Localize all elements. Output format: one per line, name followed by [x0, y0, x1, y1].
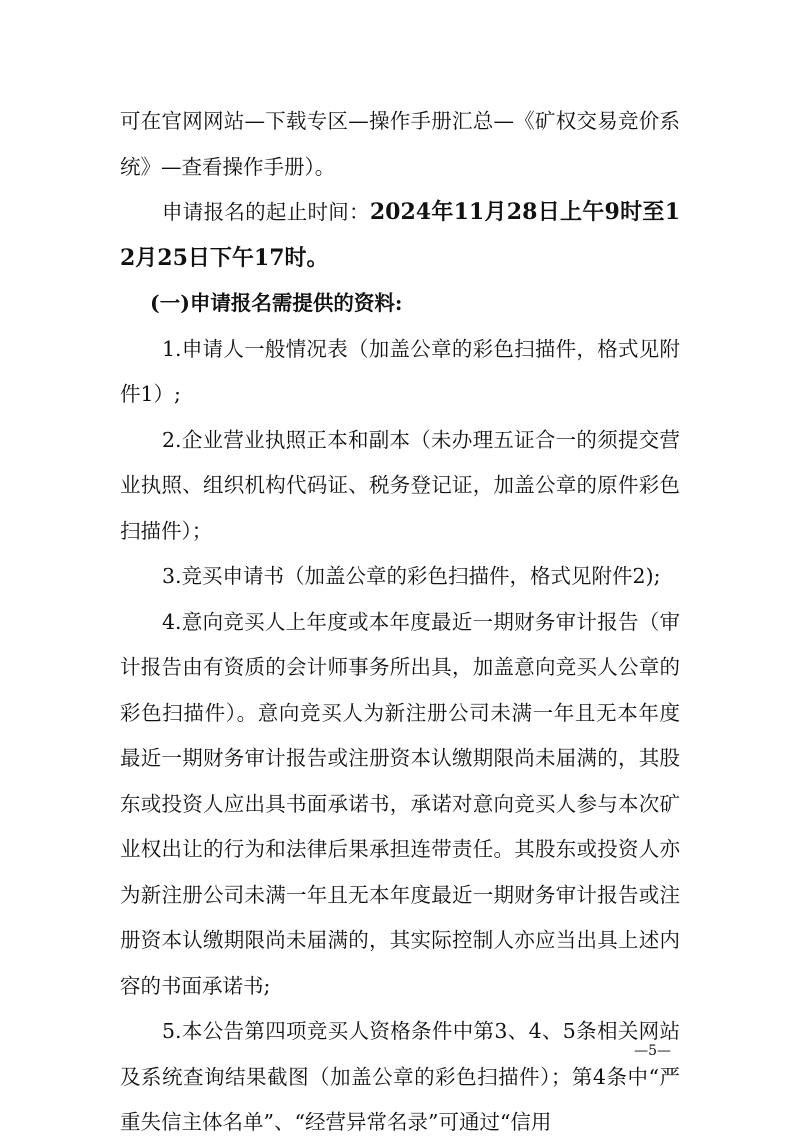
registration-period-label: 申请报名的起止时间： [162, 200, 370, 224]
registration-period-dates: 2024年11月28日上午9时至12月25日下午17时。 [120, 199, 681, 271]
list-item-2: 2.企业营业执照正本和副本（未办理五证合一的须提交营业执照、组织机构代码证、税务登记证，加盖公章的原件彩色扫描件）； [120, 427, 680, 543]
list-item-4: 4.意向竞买人上年度或本年度最近一期财务审计报告（审计报告由有资质的会计师事务所出具，加盖意向竞买人公章的彩色扫描件）。意向竞买人为新注册公司未满一年且无本年度最近一期财务审计报告或注册资本认缴期限尚未届满的，其股东或投资人应出具书面承诺书，承诺对意向竞买人参与本次矿业权出让的行为和法律后果承担连带责任。其股东或投资人亦为新注册公司未满一年且无本年度最近一期财务审计报告或注册资本认缴期限尚未届满的，其实际控制人亦应当出具上述内容的书面承诺书; [120, 609, 680, 998]
page-number: —5— [634, 1043, 671, 1059]
list-item-3: 3.竞买申请书（加盖公章的彩色扫描件，格式见附件2); [162, 564, 661, 588]
section-heading: (一)申请报名需提供的资料: [150, 291, 403, 315]
list-item-1: 1.申请人一般情况表（加盖公章的彩色扫描件，格式见附件1）; [120, 336, 680, 406]
list-item-5: 5.本公告第四项竞买人资格条件中第3、4、5条相关网站及系统查询结果截图（加盖公章的彩色扫描件）；第4条中“严重失信主体名单”、“经营异常名录”可通过“信用 [120, 1019, 680, 1134]
document-body [120, 99, 680, 1146]
registration-period-paragraph [120, 190, 680, 281]
paragraph-continuation: 可在官网网站—下载专区—操作手册汇总—《矿权交易竞价系统》—查看操作手册）。 [120, 109, 680, 179]
